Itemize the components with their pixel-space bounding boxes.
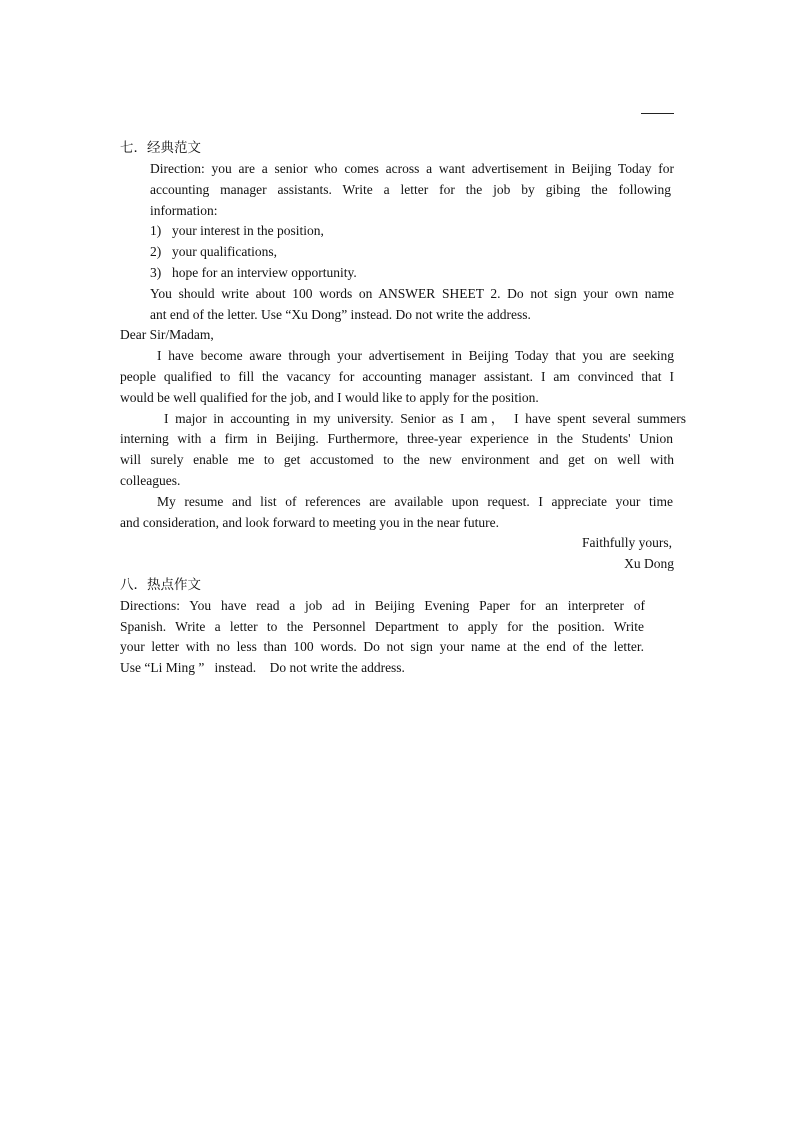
list-item: [150, 242, 277, 262]
section8-heading: 八．热点作文: [120, 577, 201, 593]
letter-paragraph1-line: I have become aware through your advertisement in Beijing Today that you are seeking: [157, 348, 674, 363]
section8-direction-line: Directions: You have read a job ad in Beijing Evening Paper for an interpreter of: [120, 598, 645, 613]
letter-paragraph2-line: I major in accounting in my university. Senior as I am， I have spent several summers: [164, 411, 686, 426]
list-item-number: 2): [150, 244, 162, 259]
list-item-text: hope for an interview opportunity.: [172, 265, 357, 280]
list-item-number: 3): [150, 265, 162, 280]
list-item-text: your interest in the position,: [172, 223, 324, 238]
letter-salutation: Dear Sir/Madam,: [120, 327, 214, 342]
letter-paragraph2-line: interning with a firm in Beijing. Furthermore, three-year experience in the Students' Union: [120, 431, 673, 446]
instruction-line-2: ant end of the letter. Use “Xu Dong” instead. Do not write the address.: [150, 307, 531, 322]
section8-direction-line: Spanish. Write a letter to the Personnel Department to apply for the position. Write: [120, 619, 644, 634]
letter-paragraph3-line: and consideration, and look forward to meeting you in the near future.: [120, 515, 500, 530]
letter-paragraph3-line: My resume and list of references are available upon request. I appreciate your time: [157, 494, 673, 509]
letter-paragraph1-line: people qualified to fill the vacancy for accounting manager assistant. I am convinced that I: [120, 369, 674, 384]
list-item-text: your qualifications,: [172, 244, 277, 259]
section7-heading: 七．经典范文: [120, 140, 201, 156]
list-item: [150, 221, 324, 241]
direction-line-3: information:: [150, 203, 218, 218]
letter-closing: Faithfully yours,: [582, 535, 672, 550]
section8-direction-line: Use “Li Ming ” instead. Do not write the address.: [120, 660, 405, 675]
list-item-number: 1): [150, 223, 162, 238]
direction-line-1: Direction: you are a senior who comes across a want advertisement in Beijing Today for: [150, 161, 674, 176]
letter-paragraph2-line: will surely enable me to get accustomed to the new environment and get on well with: [120, 452, 674, 467]
letter-paragraph2-line: colleagues.: [120, 473, 181, 488]
direction-line-2: accounting manager assistants. Write a letter for the job by gibing the following: [150, 182, 671, 197]
letter-paragraph1-line: would be well qualified for the job, and I would like to apply for the position.: [120, 390, 539, 405]
letter-signature: Xu Dong: [624, 556, 674, 571]
header-rule: [641, 113, 674, 114]
section8-direction-line: your letter with no less than 100 words. Do not sign your name at the end of the letter.: [120, 639, 644, 654]
instruction-line-1: You should write about 100 words on ANSWER SHEET 2. Do not sign your own name: [150, 286, 674, 301]
list-item: [150, 263, 357, 283]
